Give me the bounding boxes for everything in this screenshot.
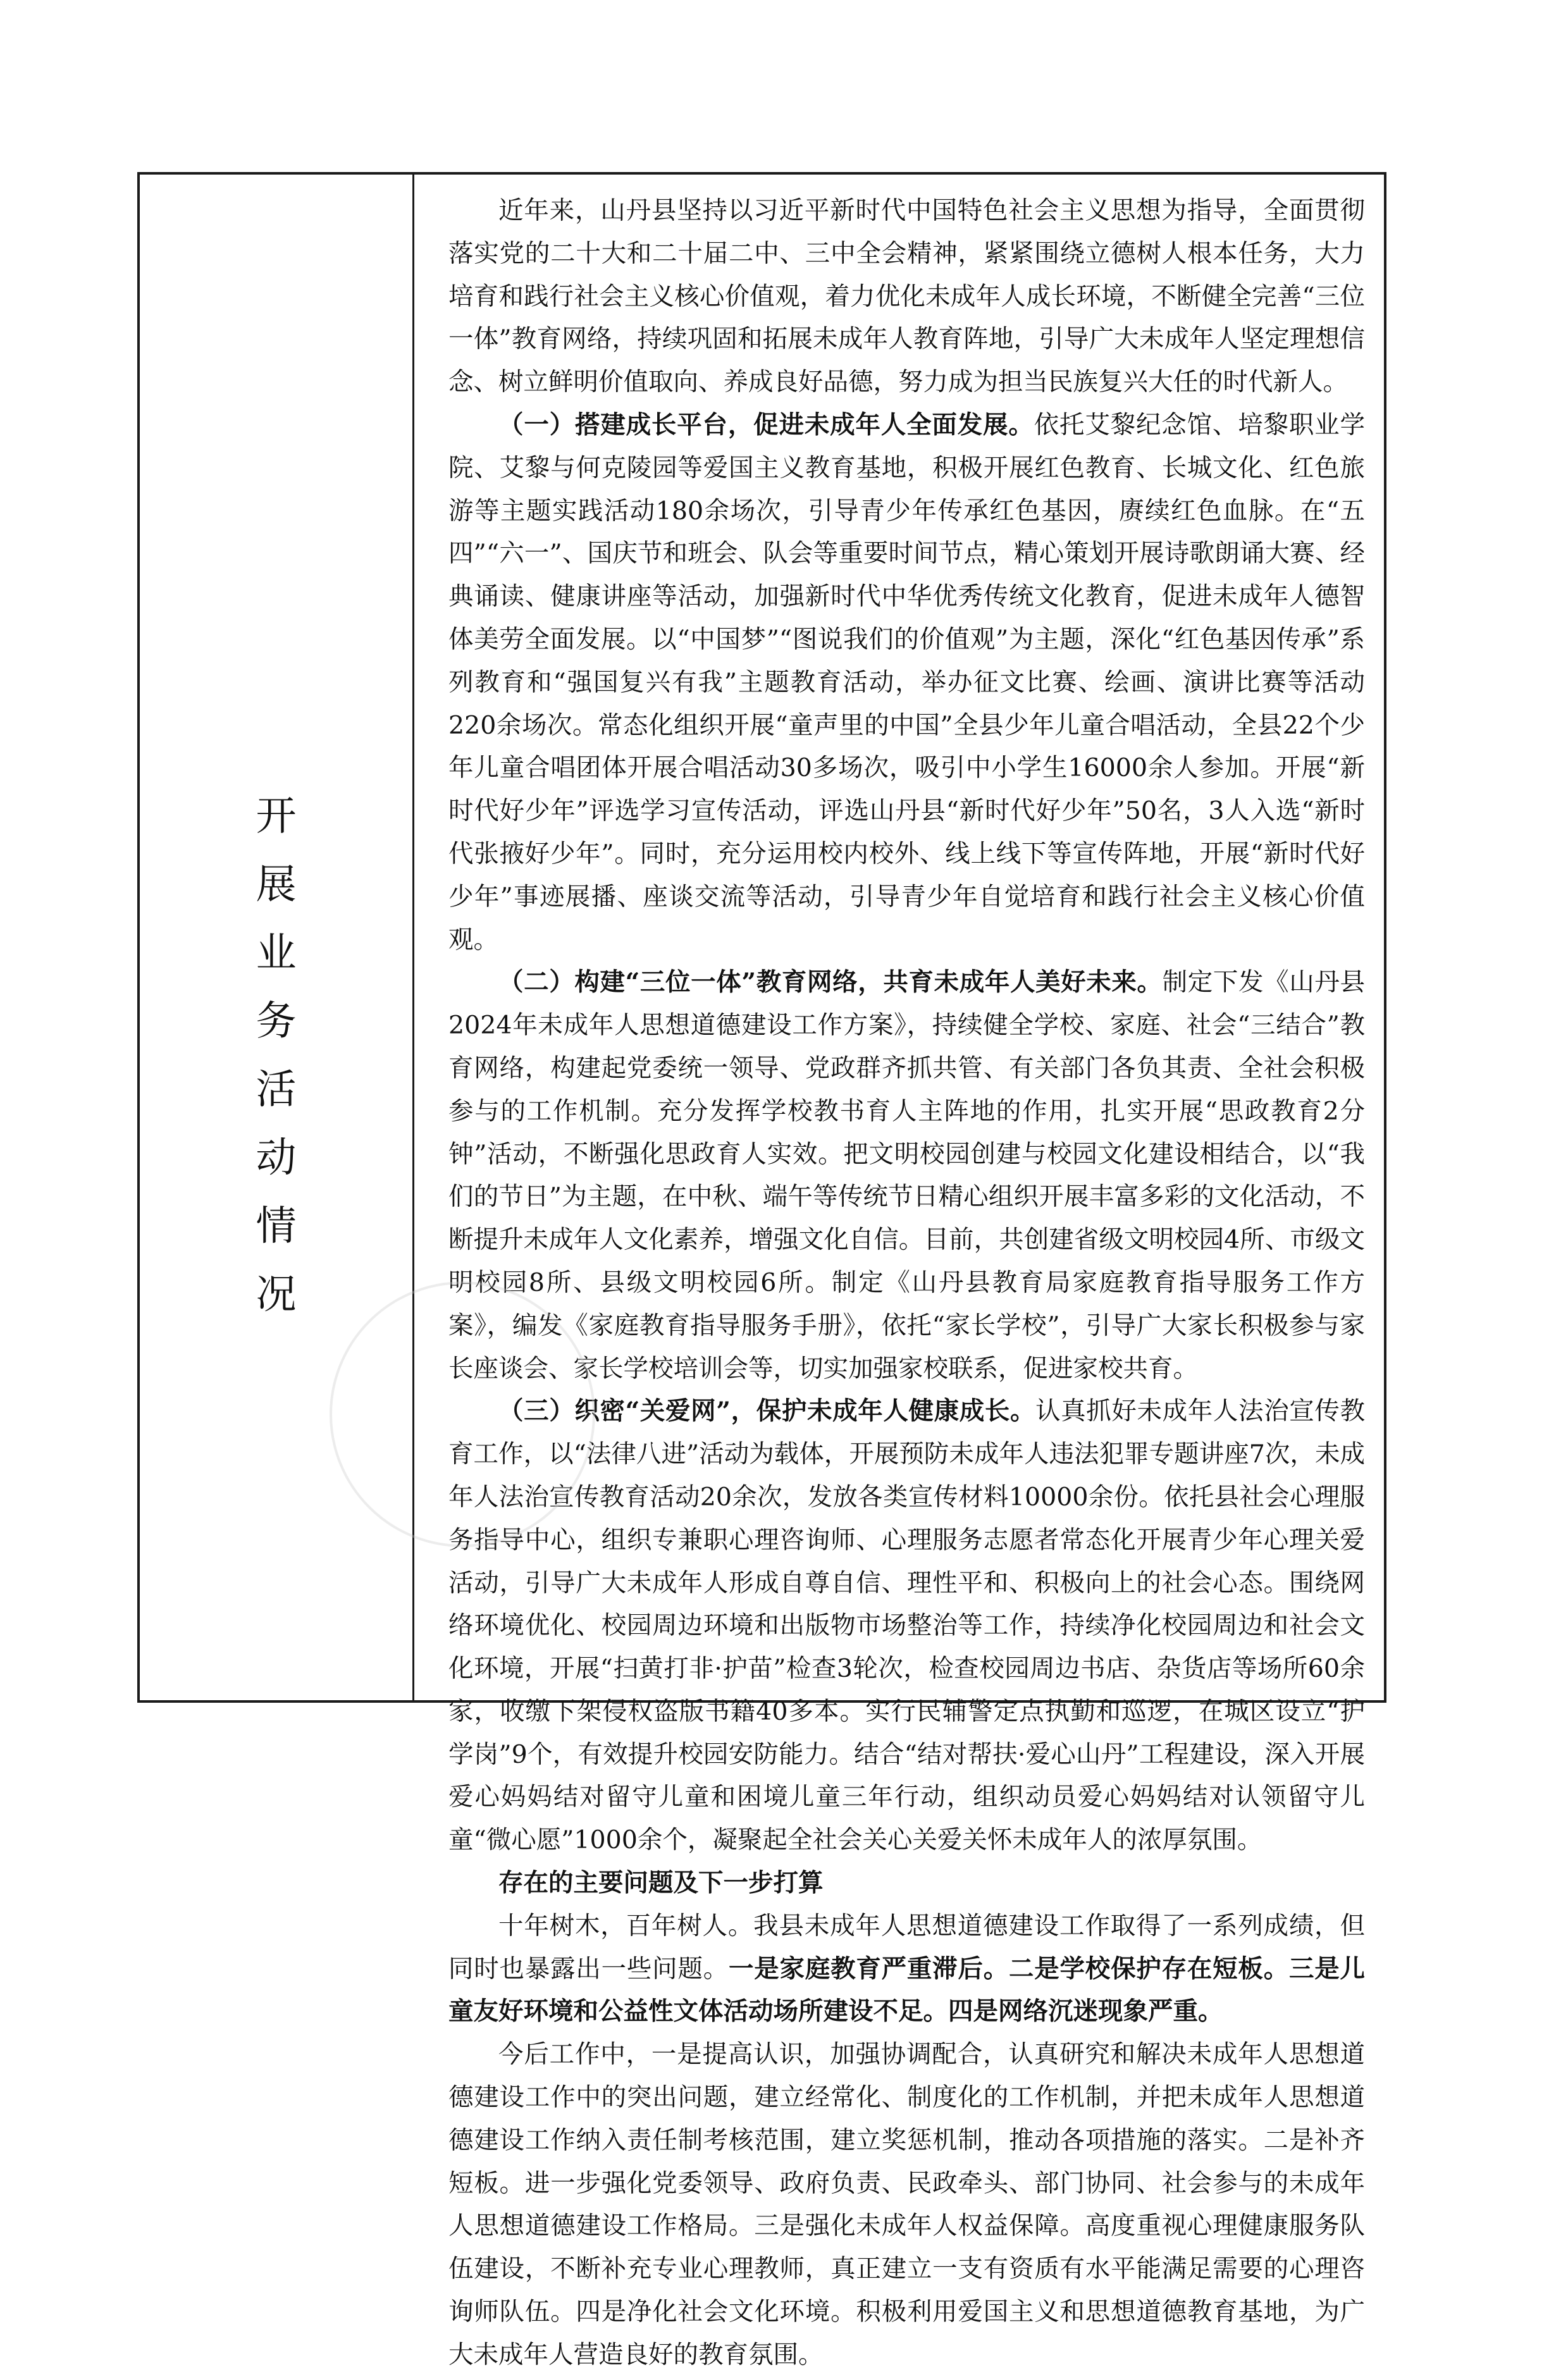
content-cell — [414, 175, 1384, 2369]
problems-lead: 十年树木，百年树人。我县未成年人思想道德建设工作取得了一系列成绩，但同时也暴露出一些问题。 — [448, 1911, 1365, 1984]
label-char: 况 — [256, 1271, 297, 1318]
row-label-cell — [140, 175, 414, 1700]
section-2-body: 制定下发《山丹县2024年未成年人思想道德建设工作方案》，持续健全学校、家庭、社会“三结合”教育网络，构建起党委统一领导、党政群齐抓共管、有关部门各负其责、全社会积极参与的工作机制。充分发挥学校教书育人主阵地的作用，扎实开展“思政教育2分钟”活动，不断强化思政育人实效。把文明校园创建与校园文化建设相结合，以“我们的节日”为主题，在中秋、端午等传统节日精心组织开展丰富多彩的文化活动，不断提升未成年人文化素养，增强文化自信。目前，共创建省级文明校园4所、市级文明校园8所、县级文明校园6所。制定《山丹县教育局家庭教育指导服务工作方案》，编发《家庭教育指导服务手册》，依托“家长学校”，引导广大家长积极参与家长座谈会、家长学校培训会等，切实加强家校联系，促进家校共育。 — [448, 968, 1365, 1383]
section-1-body: 依托艾黎纪念馆、培黎职业学院、艾黎与何克陵园等爱国主义教育基地，积极开展红色教育、长城文化、红色旅游等主题实践活动180余场次，引导青少年传承红色基因，赓续红色血脉。在“五四”“六一”、国庆节和班会、队会等重要时间节点，精心策划开展诗歌朗诵大赛、经典诵读、健康讲座等活动，加强新时代中华优秀传统文化教育，促进未成年人德智体美劳全面发展。以“中国梦”“图说我们的价值观”为主题，深化“红色基因传承”系列教育和“强国复兴有我”主题教育活动，举办征文比赛、绘画、演讲比赛等活动220余场次。常态化组织开展“童声里的中国”全县少年儿童合唱活动，全县22个少年儿童合唱团体开展合唱活动30多场次，吸引中小学生16000余人参加。开展“新时代好少年”评选学习宣传活动，评选山丹县“新时代好少年”50名，3人入选“新时代张掖好少年”。同时，充分运用校内校外、线上线下等宣传阵地，开展“新时代好少年”事迹展播、座谈交流等活动，引导青少年自觉培育和践行社会主义核心价值观。 — [448, 410, 1366, 954]
section-1-heading: （一）搭建成长平台，促进未成年人全面发展。 — [498, 410, 1034, 440]
label-char: 务 — [256, 998, 297, 1045]
section-3-body: 认真抓好未成年人法治宣传教育工作，以“法律八进”活动为载体，开展预防未成年人违法犯罪专题讲座7次，未成年人法治宣传教育活动20余次，发放各类宣传材料10000余份。依托县社会心理服务指导中心，组织专兼职心理咨询师、心理服务志愿者常态化开展青少年心理关爱活动，引导广大未成年人形成自尊自信、理性平和、积极向上的社会心态。围绕网络环境优化、校园周边环境和出版物市场整治等工作，持续净化校园周边和社会文化环境，开展“扫黄打非·护苗”检查3轮次，检查校园周边书店、杂货店等场所60余家，收缴下架侵权盗版书籍40多本。实行民辅警定点执勤和巡逻，在城区设立“护学岗”9个，有效提升校园安防能力。结合“结对帮扶·爱心山丹”工程建设，深入开展爱心妈妈结对留守儿童和困境儿童三年行动，组织动员爱心妈妈结对认领留守儿童“微心愿”1000余个，凝聚起全社会关心关爱关怀未成年人的浓厚氛围。 — [448, 1397, 1365, 1855]
label-char: 活 — [256, 1066, 297, 1113]
next-steps-paragraph: 今后工作中，一是提高认识，加强协调配合，认真研究和解决未成年人思想道德建设工作中的突出问题，建立经常化、制度化的工作机制，并把未成年人思想道德建设工作纳入责任制考核范围，建立奖惩机制，推动各项措施的落实。二是补齐短板。进一步强化党委领导、政府负责、民政牵头、部门协同、社会参与的未成年人思想道德建设工作格局。三是强化未成年人权益保障。高度重视心理健康服务队伍建设，不断补充专业心理教师，真正建立一支有资质有水平能满足需要的心理咨询师队伍。四是净化社会文化环境。积极利用爱国主义和思想道德教育基地，为广大未成年人营造良好的教育氛围。 — [448, 2040, 1365, 2369]
problems-list: 一是家庭教育严重滞后。二是学校保护存在短板。三是儿童友好环境和公益性文体活动场所建设不足。四是网络沉迷现象严重。 — [448, 1954, 1366, 2027]
label-char: 情 — [256, 1203, 297, 1250]
section-3-paragraph — [448, 1390, 1365, 1862]
label-char: 展 — [256, 861, 297, 908]
label-char: 开 — [256, 793, 297, 840]
label-char: 业 — [256, 930, 297, 977]
section-2-paragraph — [448, 961, 1365, 1390]
label-char: 动 — [256, 1135, 297, 1182]
section-2-heading: （二）构建“三位一体”教育网络，共育未成年人美好未来。 — [498, 968, 1163, 997]
section-3-heading: （三）织密“关爱网”，保护未成年人健康成长。 — [498, 1397, 1036, 1426]
row-label — [140, 785, 412, 1331]
problems-paragraph — [448, 1905, 1365, 2034]
section-1-paragraph — [448, 404, 1365, 961]
problems-heading: 存在的主要问题及下一步打算 — [498, 1868, 824, 1898]
intro-paragraph: 近年来，山丹县坚持以习近平新时代中国特色社会主义思想为指导，全面贯彻落实党的二十大和二十届二中、三中全会精神，紧紧围绕立德树人根本任务，大力培育和践行社会主义核心价值观，着力优化未成年人成长环境，不断健全完善“三位一体”教育网络，持续巩固和拓展未成年人教育阵地，引导广大未成年人坚定理想信念、树立鲜明价值取向、养成良好品德，努力成为担当民族复兴大任的时代新人。 — [448, 196, 1365, 397]
report-table — [137, 172, 1386, 2369]
